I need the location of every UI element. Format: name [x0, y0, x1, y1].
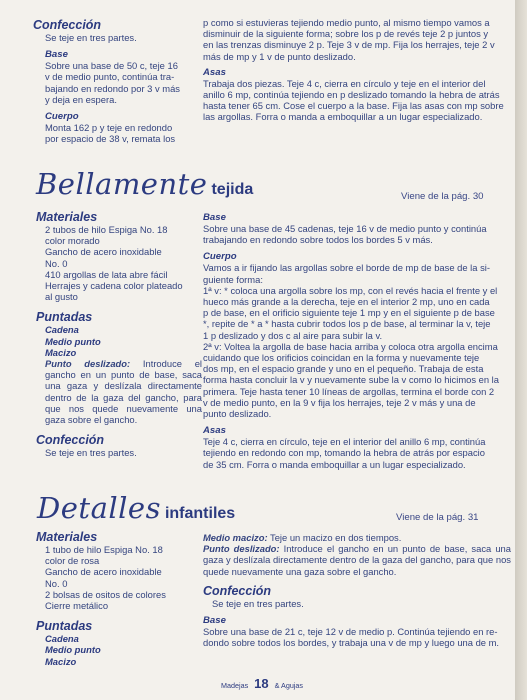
- subheading: Base: [203, 212, 226, 223]
- body-text: Se teje en tres partes.: [45, 32, 137, 43]
- top-right-column: [203, 17, 511, 123]
- stitch-description: [203, 543, 511, 577]
- section-heading: Confección: [203, 583, 272, 598]
- magazine-name-right: & Agujas: [274, 681, 304, 690]
- body-text: Se teje en tres partes.: [45, 447, 137, 459]
- continued-from-note: Viene de la pág. 30: [401, 191, 484, 202]
- materials-list: 1 tubo de hilo Espiga No. 18 color de rosa Gancho de acero inoxidable No. 0 2 bolsas de ositos de colores Cierre metálico: [45, 544, 166, 612]
- stitch-text: Introduce el gancho en un punto de base, saca una gaza y deslízala directamente dentro de la gaza del gancho, para que nos quede nuevamente una gaza sobre el gancho.: [45, 358, 203, 426]
- stitch-item: Macizo: [45, 346, 77, 358]
- title-script: Bellamente: [36, 167, 208, 201]
- stitch-item: Cadena: [45, 633, 79, 645]
- section-heading: Confección: [36, 433, 105, 448]
- top-left-column: [33, 18, 201, 144]
- stitch-text: Introduce el gancho en un punto de base, saca una gaza y deslízala directamente dentro de la gaza del gancho, para que nos quede nuevamente una gaza sobre el gancho.: [203, 543, 511, 577]
- subheading: Asas: [203, 66, 226, 78]
- bellamente-right-column: [203, 212, 511, 470]
- stitch-label: Punto deslizado:: [45, 358, 131, 370]
- title-sans: tejida: [211, 181, 254, 198]
- title-script: Detalles: [37, 491, 161, 525]
- title-sans: infantiles: [164, 505, 236, 522]
- body-text: Trabaja dos piezas. Teje 4 c, cierra en círculo y teje en el interior del anillo 6 mp, continúa tejiendo en p deslizado tomando la hebra de atrás hasta tener 65 cm. Cose el cuerpo a la base. Fija las asas con mp sobre las argollas. Forra o manda a emboquillar a un lugar especializado.: [203, 77, 504, 123]
- subheading: Base: [203, 615, 226, 627]
- stitches-list: [45, 633, 202, 667]
- stitch-item: Medio punto: [45, 335, 101, 347]
- stitch-label: Punto deslizado:: [203, 543, 280, 555]
- stitch-label: Medio macizo:: [203, 532, 268, 543]
- section-heading: Puntadas: [36, 310, 93, 325]
- body-text: Teje 4 c, cierra en círculo, teje en el interior del anillo 6 mp, continúa tejiendo en redondo con mp, tomando la hebra de atrás por espacio de 35 cm. Forra o manda emboquillar a un lugar especializado.: [203, 436, 486, 470]
- stitch-text: Teje un macizo en dos tiempos.: [270, 532, 402, 543]
- stitch-item: Cadena: [45, 324, 79, 336]
- materials-list: 2 tubos de hilo Espiga No. 18 color morado Gancho de acero inoxidable No. 0 410 argollas de lata abre fácil Herrajes y cadena color plateado al gusto: [45, 224, 183, 303]
- body-text: Sobre una base de 45 cadenas, teje 16 v de medio punto y continúa trabajando en redondo sobre todos los bordes 5 v más.: [203, 223, 487, 246]
- section-heading: Materiales: [36, 530, 98, 544]
- article-title: [37, 492, 235, 524]
- section-heading: Materiales: [36, 210, 98, 224]
- body-text: p como si estuvieras tejiendo medio punto, al mismo tiempo vamos a disminuir de la siguiente forma; sobre los p de revés teje 2 p juntos y en las trenzas disminuye 2 p. Teje 3 v de mp. Fija los herrajes, teje 2 v más de mp y 1 v de punto deslizado.: [203, 17, 495, 62]
- body-text: Se teje en tres partes.: [212, 597, 304, 609]
- subheading: Asas: [203, 425, 226, 437]
- body-text: Monta 162 p y teje en redondo por espacio de 38 v, remata los: [45, 122, 176, 145]
- stitch-description: [203, 532, 511, 543]
- subheading: Cuerpo: [203, 251, 237, 263]
- stitch-description: [45, 358, 202, 425]
- body-text: Vamos a ir fijando las argollas sobre el borde de mp de base de la si- guiente forma: 1ª v: * coloca una argolla sobre los mp, con el revés hacia el frente y el hueco más grande a la derecha, teje en el interior 2 mp, uno en cada p de base, en el orificio siguiente teje 1 mp y en el siguiente p de base *, repite de * a * hasta cubrir todos los p de base, al terminar la v, teje 1 p deslizado y dos c al aire para subir la v. 2ª v: Voltea la argolla de base hacia arriba y coloca otra argolla encima cuidando que los orificios coincidan en la forma y nuevamente teje dos mp, en el espacio grande y uno en el pequeño. Trabaja de esta forma hasta concluir la v y nuevamente sube la v como lo hicimos en la primera. Teje hasta tener 10 líneas de argollas, termina el borde con 2 v de medio punto, en la 9 v fija los herrajes, teje 2 v más y una de punto deslizado.: [203, 262, 499, 420]
- subheading: Base: [45, 49, 68, 61]
- page-footer: [221, 676, 303, 691]
- stitches-list: [45, 324, 202, 425]
- detalles-left-column: [36, 530, 202, 667]
- stitch-item: Medio punto: [45, 644, 101, 656]
- continued-from-note: Viene de la pág. 31: [396, 512, 479, 523]
- section-heading: Puntadas: [36, 619, 93, 634]
- detalles-right-column: [203, 532, 511, 648]
- subheading: Cuerpo: [45, 111, 79, 123]
- magazine-name-left: Madejas: [221, 681, 249, 690]
- body-text: Sobre una base de 50 c, teje 16 v de medio punto, continúa tra- bajando en redondo por 3 v más y deja en espera.: [45, 60, 180, 105]
- stitch-item: Macizo: [45, 655, 77, 667]
- body-text: Sobre una base de 21 c, teje 12 v de medio p. Continúa tejiendo en re- dondo sobre todos los bordes, y trabaja una v de mp y luego una de m.: [203, 626, 500, 649]
- bellamente-left-column: [36, 210, 202, 458]
- page-number: 18: [254, 676, 269, 691]
- article-title: [36, 168, 253, 200]
- section-heading: Confección: [33, 18, 102, 32]
- page-edge: [515, 0, 527, 700]
